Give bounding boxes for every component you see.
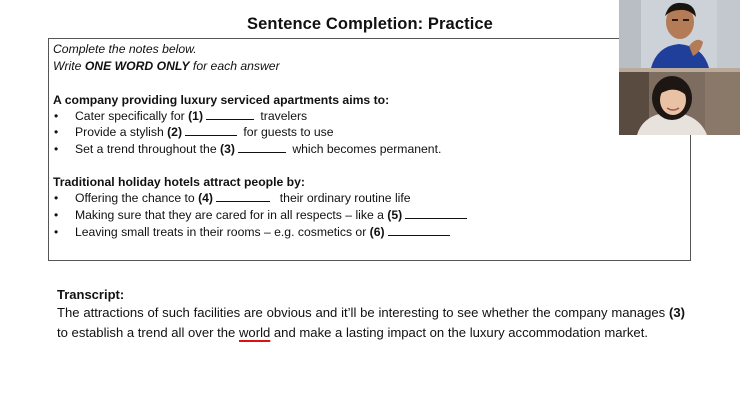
gap-number: (2)	[167, 125, 183, 139]
note-item-4	[75, 191, 411, 205]
instruction-prefix: Write	[53, 59, 85, 73]
participant-video-tile-2[interactable]	[619, 68, 740, 135]
note-item-6	[75, 225, 453, 239]
section-1-heading: A company providing luxury serviced apartments aims to:	[53, 93, 390, 107]
note-text: Leaving small treats in their rooms – e.g. cosmetics or	[75, 225, 370, 239]
answer-blank[interactable]	[206, 109, 254, 120]
bullet-icon: •	[54, 109, 59, 123]
note-text: Offering the chance to	[75, 191, 199, 205]
bullet-icon: •	[54, 225, 59, 239]
gap-number: (4)	[198, 191, 213, 205]
highlighted-answer-word: world	[238, 324, 271, 340]
gap-number: (3)	[220, 142, 235, 156]
participant-video-tile-1[interactable]	[619, 0, 740, 68]
note-text: Making sure that they are cared for in all respects – like a	[75, 208, 388, 222]
section-2-heading: Traditional holiday hotels attract people by:	[53, 175, 305, 189]
answer-blank[interactable]	[405, 208, 467, 219]
note-text: Set a trend throughout the	[75, 142, 221, 156]
transcript-text: The attractions of such facilities are obvious and it’ll be interesting to see whether the company manages	[57, 305, 669, 320]
instruction-line-1: Complete the notes below.	[53, 42, 197, 56]
note-item-1	[75, 109, 307, 123]
note-item-2	[75, 125, 334, 139]
note-item-3	[75, 142, 441, 156]
gap-number: (5)	[387, 208, 403, 222]
instruction-bold: ONE WORD ONLY	[84, 59, 190, 73]
gap-number: (1)	[188, 109, 204, 123]
note-text: Cater specifically for	[75, 109, 189, 123]
answer-blank[interactable]	[238, 142, 286, 153]
bullet-icon: •	[54, 125, 59, 139]
instruction-suffix: for each answer	[189, 59, 280, 73]
transcript-body	[57, 303, 685, 342]
note-text: their ordinary routine life	[279, 191, 411, 205]
answer-blank[interactable]	[185, 125, 237, 136]
instruction-line-2	[53, 59, 280, 73]
gap-number: (6)	[369, 225, 385, 239]
participant-video-icon	[619, 0, 740, 68]
gap-number: (3)	[668, 305, 685, 320]
bullet-icon: •	[54, 142, 59, 156]
participant-video-icon	[619, 68, 740, 135]
note-text: travelers	[260, 109, 308, 123]
slide-title: Sentence Completion: Practice	[247, 15, 493, 33]
transcript-text: to establish a trend all over the	[57, 324, 239, 340]
note-text: Provide a stylish	[75, 125, 168, 139]
answer-blank[interactable]	[388, 225, 450, 236]
note-item-5	[75, 208, 470, 222]
answer-blank[interactable]	[216, 191, 270, 202]
note-text: which becomes permanent.	[292, 142, 442, 156]
bullet-icon: •	[54, 191, 59, 205]
bullet-icon: •	[54, 208, 59, 222]
transcript-text: and make a lasting impact on the luxury accommodation market.	[270, 324, 648, 340]
transcript-heading: Transcript:	[57, 287, 125, 302]
note-text: for guests to use	[243, 125, 334, 139]
